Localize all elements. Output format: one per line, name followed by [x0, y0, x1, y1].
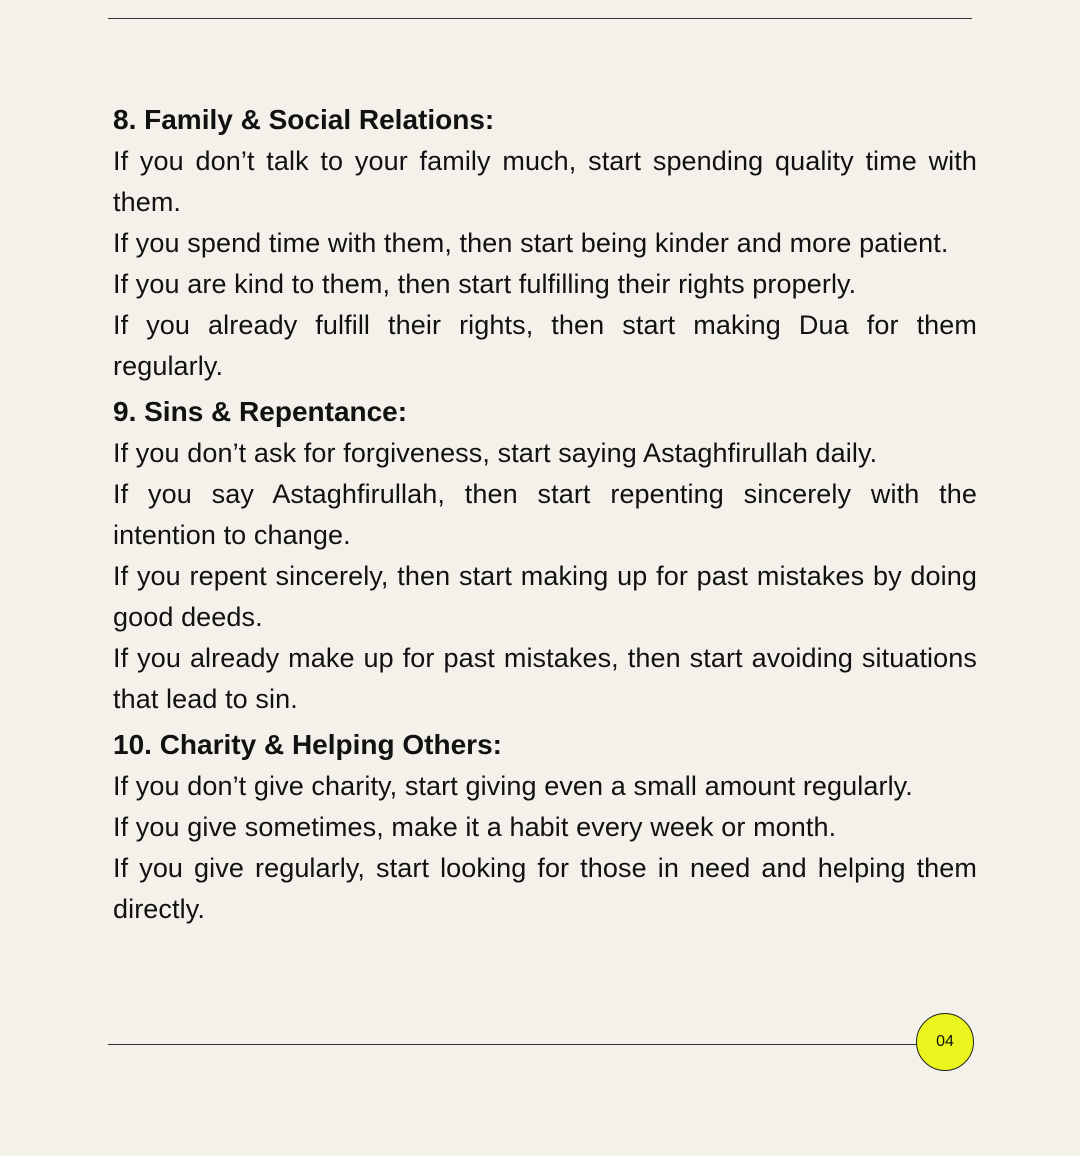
paragraph: If you are kind to them, then start fulfilling their rights properly. [113, 269, 857, 299]
section-family-social-relations [113, 98, 977, 387]
paragraph: If you give regularly, start looking for those in need and helping them directly. [113, 853, 977, 924]
paragraph: If you already fulfill their rights, then start making Dua for them regularly. [113, 310, 977, 381]
paragraph: If you spend time with them, then start being kinder and more patient. [113, 228, 949, 258]
paragraph: If you don’t give charity, start giving even a small amount regularly. [113, 771, 913, 801]
section-heading: 10. Charity & Helping Others: [113, 729, 502, 760]
top-divider [108, 18, 972, 19]
paragraph: If you say Astaghfirullah, then start repenting sincerely with the intention to change. [113, 479, 977, 550]
section-sins-repentance [113, 390, 977, 720]
bottom-divider [108, 1044, 920, 1045]
paragraph: If you don’t ask for forgiveness, start saying Astaghfirullah daily. [113, 438, 878, 468]
section-heading: 9. Sins & Repentance: [113, 396, 408, 427]
paragraph: If you don’t talk to your family much, start spending quality time with them. [113, 146, 977, 217]
page-number-badge: 04 [916, 1013, 974, 1071]
paragraph: If you give sometimes, make it a habit every week or month. [113, 812, 837, 842]
paragraph: If you repent sincerely, then start making up for past mistakes by doing good deeds. [113, 561, 977, 632]
paragraph: If you already make up for past mistakes, then start avoiding situations that lead to sin. [113, 643, 977, 714]
page-content [113, 98, 977, 933]
section-heading: 8. Family & Social Relations: [113, 104, 495, 135]
section-charity-helping-others [113, 723, 977, 930]
